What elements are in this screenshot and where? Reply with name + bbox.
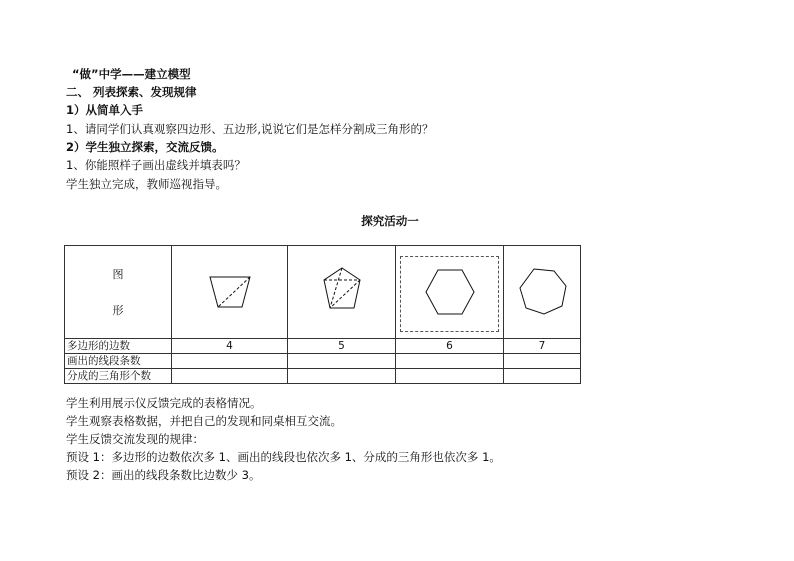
polygon-table [64, 245, 581, 384]
hexagon-icon [420, 262, 480, 322]
instruction-teacher: 学生独立完成，教师巡视指导。 [66, 177, 227, 191]
shape-cell-6 [396, 246, 504, 339]
shape-cell-5 [288, 246, 396, 339]
heading-section-two: 二、 列表探索、发现规律 [66, 85, 197, 99]
shape-cell-4 [172, 246, 288, 339]
cell-segments-5[interactable] [288, 354, 396, 369]
heading-explore: 2）学生独立探索，交流反馈。 [66, 140, 224, 154]
cell-triangles-5[interactable] [288, 369, 396, 384]
row-label-sides: 多边形的边数 [65, 339, 172, 354]
section-title: 探究活动一 [361, 214, 419, 228]
heptagon-icon [512, 262, 572, 322]
table-row [65, 354, 581, 369]
shape-row [65, 246, 581, 339]
pentagon-icon [312, 262, 372, 322]
after-feedback: 学生利用展示仪反馈完成的表格情况。 [66, 396, 262, 410]
header-cell-shape [65, 246, 172, 339]
cell-sides-7: 7 [504, 339, 581, 354]
row-label-segments: 画出的线段条数 [65, 354, 172, 369]
instruction-draw: 1、你能照样子画出虚线并填表吗？ [66, 158, 246, 172]
cell-segments-7[interactable] [504, 354, 581, 369]
cell-segments-6[interactable] [396, 354, 504, 369]
cell-triangles-7[interactable] [504, 369, 581, 384]
row-label-triangles: 分成的三角形个数 [65, 369, 172, 384]
table-row [65, 369, 581, 384]
preset-one: 预设 1：多边形的边数依次多 1、画出的线段也依次多 1、分成的三角形也依次多 1。 [66, 450, 501, 464]
cell-sides-4: 4 [172, 339, 288, 354]
table-row [65, 339, 581, 354]
after-observe: 学生观察表格数据，并把自己的发现和同桌相互交流。 [66, 414, 342, 428]
cell-sides-5: 5 [288, 339, 396, 354]
header-char-1: 图 [112, 268, 124, 281]
cell-sides-6: 6 [396, 339, 504, 354]
preset-two: 预设 2：画出的线段条数比边数少 3。 [66, 468, 261, 482]
shape-cell-7 [504, 246, 581, 339]
after-rules: 学生反馈交流发现的规律： [66, 432, 204, 446]
cell-segments-4[interactable] [172, 354, 288, 369]
header-char-2: 形 [112, 304, 124, 317]
heading-start-simple: 1）从简单入手 [66, 103, 144, 117]
cell-triangles-6[interactable] [396, 369, 504, 384]
cell-triangles-4[interactable] [172, 369, 288, 384]
quadrilateral-icon [200, 262, 260, 322]
instruction-observe: 1、请同学们认真观察四边形、五边形,说说它们是怎样分割成三角形的？ [66, 122, 434, 136]
heading-model: “做”中学——建立模型 [72, 67, 191, 81]
